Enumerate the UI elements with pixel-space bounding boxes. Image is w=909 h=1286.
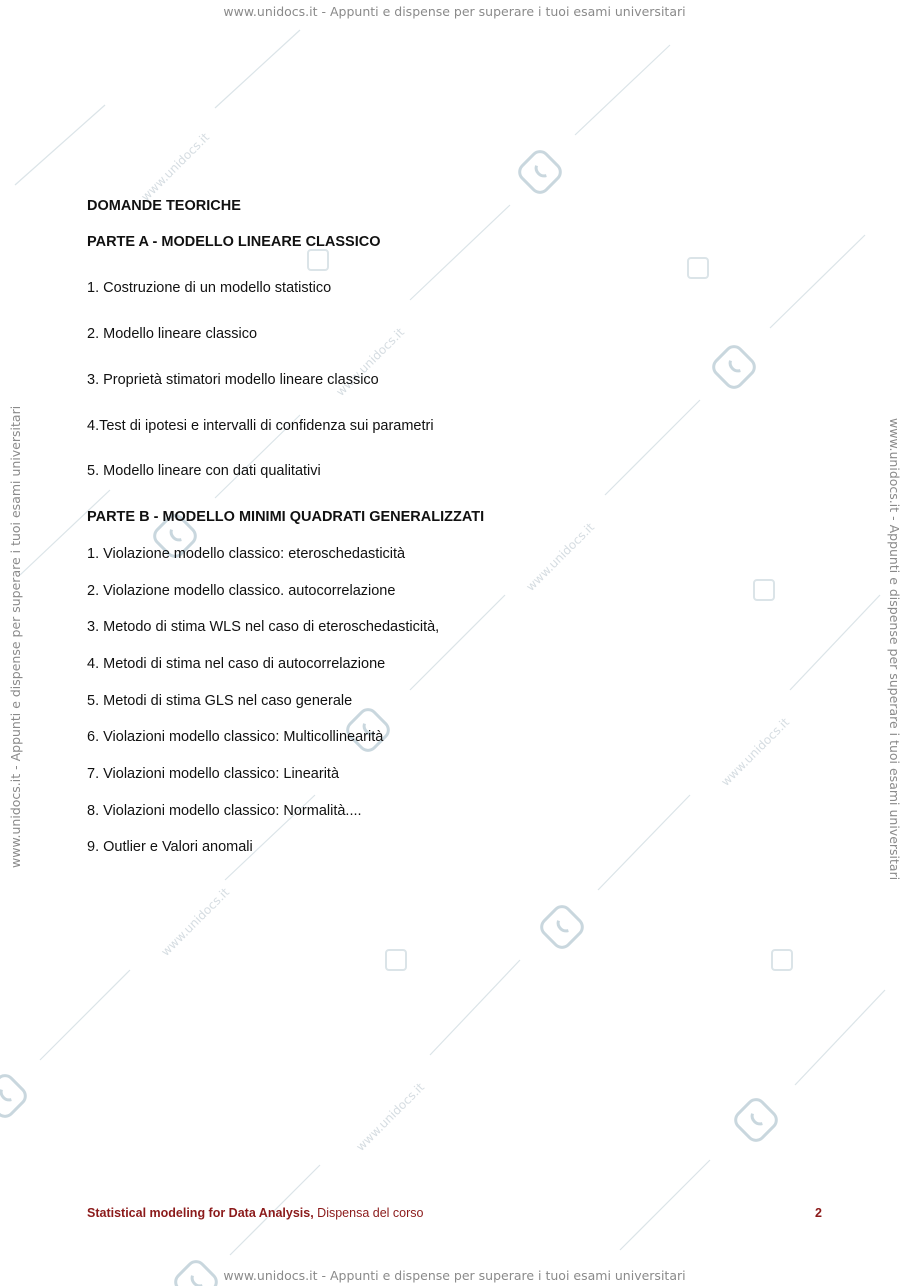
part-b-item: 9. Outlier e Valori anomali: [87, 839, 253, 855]
page-number: 2: [815, 1206, 822, 1220]
part-b-item: 7. Violazioni modello classico: Linearità: [87, 766, 340, 782]
document-title: DOMANDE TEORICHE: [87, 198, 241, 214]
part-b-item: 5. Metodi di stima GLS nel caso generale: [87, 693, 353, 709]
part-a-item: 1. Costruzione di un modello statistico: [87, 280, 332, 296]
footer-course-subtitle: Dispensa del corso: [313, 1206, 424, 1220]
part-a-heading: PARTE A - MODELLO LINEARE CLASSICO: [87, 234, 381, 250]
watermark-logo-icons: [0, 148, 780, 1286]
part-a-item: 4.Test di ipotesi e intervalli di confidenza sui parametri: [87, 418, 434, 434]
part-a-item: 5. Modello lineare con dati qualitativi: [87, 463, 321, 479]
watermark-diagonal-text: www.unidocs.it: [333, 325, 408, 399]
watermark-diagonal-text: www.unidocs.it: [353, 1080, 428, 1154]
part-a-item: 3. Proprietà stimatori modello lineare classico: [87, 372, 379, 388]
part-b-item: 3. Metodo di stima WLS nel caso di eteroschedasticità,: [87, 619, 440, 635]
watermark-side-text-right: www.unidocs.it - Appunti e dispense per superare i tuoi esami universitari: [887, 418, 902, 881]
watermark-diagonal-text: www.unidocs.it: [138, 130, 213, 204]
watermark-diagonal-text: www.unidocs.it: [158, 885, 233, 959]
footer-course-info: [87, 1206, 423, 1220]
part-a-item: 2. Modello lineare classico: [87, 326, 258, 342]
part-b-item: 4. Metodi di stima nel caso di autocorrelazione: [87, 656, 386, 672]
watermark-side-text-left: www.unidocs.it - Appunti e dispense per superare i tuoi esami universitari: [8, 405, 23, 868]
watermark-header-text: www.unidocs.it - Appunti e dispense per superare i tuoi esami universitari: [223, 4, 686, 19]
part-b-item: 8. Violazioni modello classico: Normalità....: [87, 803, 362, 819]
part-b-item: 6. Violazioni modello classico: Multicollinearità: [87, 729, 384, 745]
watermark-diagonal-text: www.unidocs.it: [523, 520, 598, 594]
part-b-item: 1. Violazione modello classico: eteroschedasticità: [87, 546, 406, 562]
part-b-item: 2. Violazione modello classico. autocorrelazione: [87, 583, 396, 599]
footer-course-title: Statistical modeling for Data Analysis,: [87, 1206, 314, 1220]
watermark-diagonal-text: www.unidocs.it: [718, 715, 793, 789]
part-b-heading: PARTE B - MODELLO MINIMI QUADRATI GENERALIZZATI: [87, 509, 485, 525]
watermark-footer-text: www.unidocs.it - Appunti e dispense per superare i tuoi esami universitari: [223, 1268, 686, 1283]
